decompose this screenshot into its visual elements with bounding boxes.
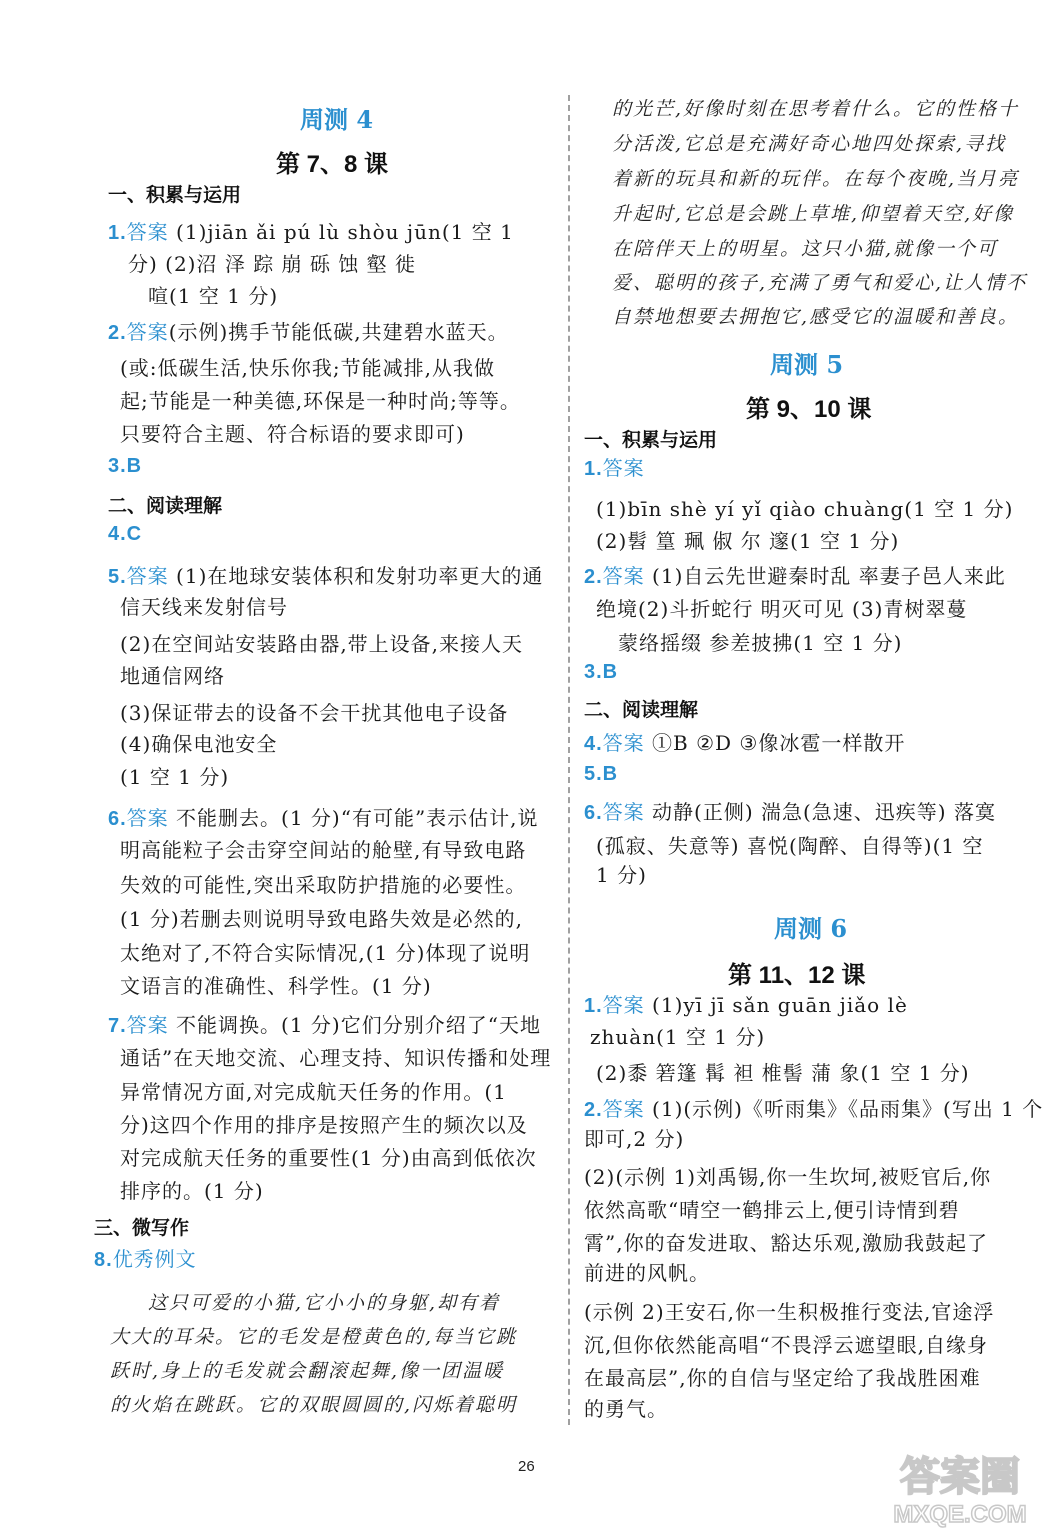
w5-q1-header: 1.答案 bbox=[584, 456, 645, 480]
q4-answer: 4.C bbox=[108, 523, 143, 545]
essay-cont-line2: 分活泼,它总是充满好奇心地四处探索,寻找 bbox=[612, 133, 1007, 155]
q6-line6: 文语言的准确性、科学性。(1 分) bbox=[120, 974, 432, 998]
w5-q6-line3: 1 分) bbox=[596, 863, 647, 887]
essay-line4: 的火焰在跳跃。它的双眼圆圆的,闪烁着聪明 bbox=[110, 1394, 518, 1416]
w5-q3-answer: 3.B bbox=[584, 661, 619, 683]
w6-q1-line2: zhuàn(1 空 1 分) bbox=[590, 1025, 766, 1049]
q1-line3: 喧(1 空 1 分) bbox=[148, 284, 279, 308]
essay-line2: 大大的耳朵。它的毛发是橙黄色的,每当它跳 bbox=[110, 1326, 518, 1348]
q5-line4: 地通信网络 bbox=[120, 664, 225, 688]
q2-line2: (或:低碳生活,快乐你我;节能减排,从我做 bbox=[120, 356, 495, 380]
q7-line1: 7.答案 不能调换。(1 分)它们分别介绍了“天地 bbox=[108, 1013, 541, 1037]
essay-cont-line3: 着新的玩具和新的玩伴。在每个夜晚,当月亮 bbox=[612, 168, 1020, 190]
w5-q5-answer: 5.B bbox=[584, 763, 619, 785]
q6-line5: 太绝对了,不符合实际情况,(1 分)体现了说明 bbox=[120, 941, 531, 965]
column-divider bbox=[568, 95, 570, 1425]
q7-line2: 通话”在天地交流、心理支持、知识传播和处理 bbox=[120, 1046, 552, 1070]
lesson-11-12-title: 第 11、12 课 bbox=[728, 962, 866, 989]
q6-line1: 6.答案 不能删去。(1 分)“有可能”表示估计,说 bbox=[108, 806, 539, 830]
w5-q1-line2: (2)髫 篁 珮 俶 尔 邃(1 空 1 分) bbox=[596, 529, 900, 553]
q2-line4: 只要符合主题、符合标语的要求即可) bbox=[120, 422, 465, 446]
q5-line2: 信天线来发射信号 bbox=[120, 595, 288, 619]
q6-line3: 失效的可能性,突出采取防护措施的必要性。 bbox=[120, 873, 527, 897]
q1-line1: 1.答案 (1)jiān ǎi pú lù shòu jūn(1 空 1 bbox=[108, 220, 514, 244]
q7-line5: 对完成航天任务的重要性(1 分)由高到低依次 bbox=[120, 1146, 537, 1170]
w6-q2-line9: 在最高层”,你的自信与坚定给了我战胜困难 bbox=[584, 1366, 981, 1390]
lesson-7-8-title: 第 7、8 课 bbox=[276, 151, 389, 178]
q5-line3: (2)在空间站安装路由器,带上设备,来接人天 bbox=[120, 632, 524, 656]
essay-cont-line6: 爱、聪明的孩子,充满了勇气和爱心,让人情不 bbox=[612, 272, 1028, 294]
w5-q4-line1: 4.答案 ①B ②D ③像冰雹一样散开 bbox=[584, 731, 906, 755]
watermark-url: MXQE.COM bbox=[893, 1501, 1027, 1528]
q5-line1: 5.答案 (1)在地球安装体积和发射功率更大的通 bbox=[108, 564, 544, 588]
w5-q2-line2: 绝境(2)斗折蛇行 明灭可见 (3)青树翠蔓 bbox=[596, 597, 968, 621]
w6-q1-line1: 1.答案 (1)yī jī sǎn guān jiǎo lè bbox=[584, 993, 908, 1017]
q7-line3: 异常情况方面,对完成航天任务的作用。(1 bbox=[120, 1080, 507, 1104]
w6-q2-line3: (2)(示例 1)刘禹锡,你一生坎坷,被贬官后,你 bbox=[584, 1165, 992, 1189]
section-reading: 二、阅读理解 bbox=[108, 495, 223, 517]
essay-cont-line5: 在陪伴天上的明星。这只小猫,就像一个可 bbox=[612, 238, 999, 260]
essay-line3: 跃时,身上的毛发就会翻滚起舞,像一团温暖 bbox=[110, 1360, 505, 1382]
w6-q1-line3: (2)黍 箬篷 髯 袒 椎髻 蒲 象(1 空 1 分) bbox=[596, 1061, 970, 1085]
w6-q2-line10: 的勇气。 bbox=[584, 1397, 668, 1421]
q1-line2: 分) (2)沼 泽 踪 崩 砾 蚀 壑 徙 bbox=[128, 252, 416, 276]
essay-line1: 这只可爱的小猫,它小小的身躯,却有着 bbox=[148, 1292, 501, 1314]
w5-q6-line1: 6.答案 动静(正侧) 湍急(急速、迅疾等) 落寞 bbox=[584, 800, 996, 824]
w6-q2-line8: 沉,但你依然能高唱“不畏浮云遮望眼,自缘身 bbox=[584, 1333, 988, 1357]
w5-q6-line2: (孤寂、失意等) 喜悦(陶醉、自得等)(1 空 bbox=[596, 834, 984, 858]
q2-line3: 起;节能是一种美德,环保是一种时尚;等等。 bbox=[120, 389, 521, 413]
weekly-test-6-title: 周测 6 bbox=[774, 914, 848, 943]
q5-line6: (4)确保电池安全 bbox=[120, 732, 278, 756]
section-micro-writing: 三、微写作 bbox=[94, 1217, 190, 1239]
w6-q2-line6: 前进的风帆。 bbox=[584, 1261, 710, 1285]
w5-q2-line3: 蒙络摇缀 参差披拂(1 空 1 分) bbox=[618, 631, 903, 655]
section-accumulation: 一、积累与运用 bbox=[108, 184, 242, 206]
section-accumulation-5: 一、积累与运用 bbox=[584, 429, 718, 451]
weekly-test-4-title: 周测 4 bbox=[300, 105, 374, 134]
w6-q2-line5: 霄”,你的奋发进取、豁达乐观,激励我鼓起了 bbox=[584, 1231, 988, 1255]
weekly-test-5-title: 周测 5 bbox=[770, 350, 844, 379]
essay-cont-line4: 升起时,它总是会跳上草堆,仰望着天空,好像 bbox=[612, 203, 1015, 225]
section-reading-5: 二、阅读理解 bbox=[584, 699, 699, 721]
w5-q1-line1: (1)bīn shè yí yǐ qiào chuàng(1 空 1 分) bbox=[596, 497, 1014, 521]
q8-header: 8.优秀例文 bbox=[94, 1247, 197, 1271]
watermark-logo bbox=[870, 1440, 1050, 1530]
w6-q2-line1: 2.答案 (1)(示例)《听雨集》《品雨集》(写出 1 个 bbox=[584, 1097, 1044, 1121]
q6-line2: 明高能粒子会击穿空间站的舱壁,有导致电路 bbox=[120, 838, 527, 862]
w6-q2-line7: (示例 2)王安石,你一生积极推行变法,官途浮 bbox=[584, 1300, 995, 1324]
w6-q2-line2: 即可,2 分) bbox=[584, 1127, 685, 1151]
q2-line1: 2.答案(示例)携手节能低碳,共建碧水蓝天。 bbox=[108, 320, 509, 344]
q7-line4: 分)这四个作用的排序是按照产生的频次以及 bbox=[120, 1113, 528, 1137]
lesson-9-10-title: 第 9、10 课 bbox=[746, 396, 872, 423]
q5-line7: (1 空 1 分) bbox=[120, 765, 230, 789]
essay-cont-line1: 的光芒,好像时刻在思考着什么。它的性格十 bbox=[612, 98, 1020, 120]
q7-line6: 排序的。(1 分) bbox=[120, 1179, 264, 1203]
essay-cont-line7: 自禁地想要去拥抱它,感受它的温暖和善良。 bbox=[612, 306, 1020, 328]
w6-q2-line4: 依然高歌“晴空一鹤排云上,便引诗情到碧 bbox=[584, 1198, 960, 1222]
w5-q2-line1: 2.答案 (1)自云先世避秦时乱 率妻子邑人来此 bbox=[584, 564, 1006, 588]
page-number: 26 bbox=[518, 1458, 535, 1475]
q6-line4: (1 分)若删去则说明导致电路失效是必然的, bbox=[120, 907, 524, 931]
watermark-text: 答案圈 bbox=[900, 1454, 1020, 1500]
q5-line5: (3)保证带去的设备不会干扰其他电子设备 bbox=[120, 701, 509, 725]
q3-answer: 3.B bbox=[108, 455, 143, 477]
